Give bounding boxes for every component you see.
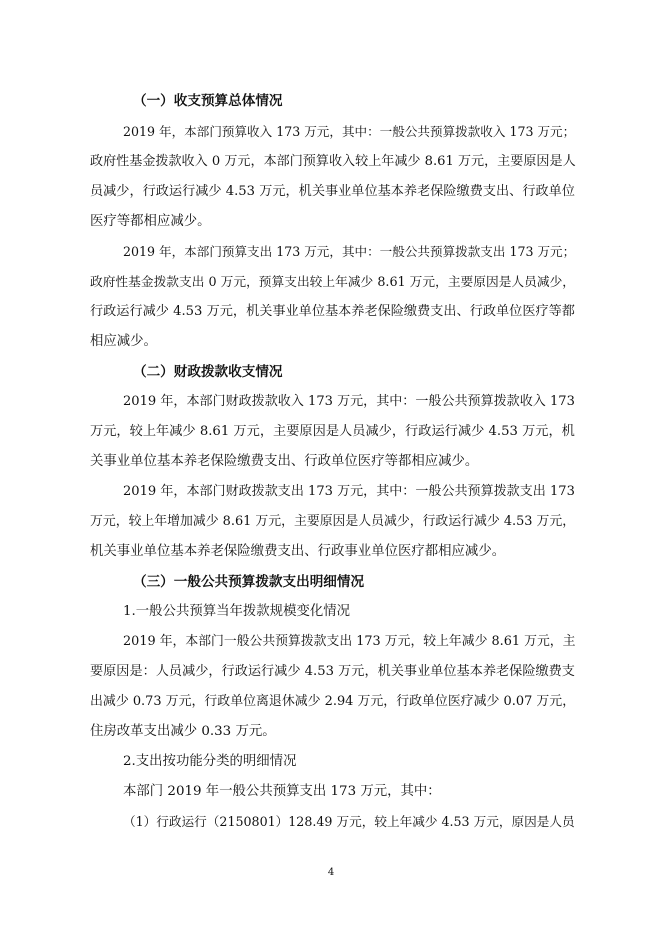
- paragraph-line: 2019 年，本部门预算支出 173 万元，其中：一般公共预算拨款支出 173 万元；: [123, 244, 576, 259]
- paragraph-line: 2019 年，本部门财政拨款收入 173 万元，其中：一般公共预算拨款收入 173: [123, 394, 575, 409]
- page-number: 4: [327, 867, 335, 878]
- paragraph-line: 2019 年，本部门财政拨款支出 173 万元，其中：一般公共预算拨款支出 173: [123, 484, 575, 499]
- paragraph-line: 出减少 0.73 万元，行政单位离退休减少 2.94 万元，行政单位医疗减少 0.07 万元，: [90, 694, 576, 709]
- paragraph-line: 关事业单位基本养老保险缴费支出、行政单位医疗等都相应减少。: [90, 454, 479, 469]
- paragraph-line: 万元，较上年减少 8.61 万元，主要原因是人员减少，行政运行减少 4.53 万元，机: [90, 424, 575, 439]
- paragraph-line: 政府性基金拨款收入 0 万元，本部门预算收入较上年减少 8.61 万元，主要原因是人: [90, 154, 576, 169]
- paragraph-line: 政府性基金拨款支出 0 万元，预算支出较上年减少 8.61 万元，主要原因是人员减少，: [90, 274, 576, 289]
- paragraph-line: 万元，较上年增加减少 8.61 万元，主要原因是人员减少，行政运行减少 4.53 万元，: [90, 514, 576, 529]
- paragraph-line: 2019 年，本部门预算收入 173 万元，其中：一般公共预算拨款收入 173 万元；: [123, 124, 576, 139]
- paragraph-line: 行政运行减少 4.53 万元，机关事业单位基本养老保险缴费支出、行政单位医疗等都: [90, 304, 575, 319]
- paragraph-line: 要原因是：人员减少，行政运行减少 4.53 万元，机关事业单位基本养老保险缴费支: [90, 664, 575, 679]
- paragraph-line: 医疗等都相应减少。: [90, 214, 211, 229]
- paragraph-line: 员减少，行政运行减少 4.53 万元，机关事业单位基本养老保险缴费支出、行政单位: [90, 184, 575, 199]
- subsection-heading: 2.支出按功能分类的明细情况: [123, 754, 297, 769]
- paragraph-line: 本部门 2019 年一般公共预算支出 173 万元，其中：: [123, 784, 441, 799]
- subsection-heading: 1.一般公共预算当年拨款规模变化情况: [123, 604, 351, 619]
- section-heading-3: （三）一般公共预算拨款支出明细情况: [133, 574, 365, 590]
- section-heading-2: （二）财政拨款收支情况: [133, 364, 283, 380]
- paragraph-line: 相应减少。: [90, 334, 157, 349]
- paragraph-line: 机关事业单位基本养老保险缴费支出、行政事业单位医疗都相应减少。: [90, 544, 506, 559]
- paragraph-line: 2019 年，本部门一般公共预算拨款支出 173 万元，较上年减少 8.61 万元，主: [123, 634, 576, 649]
- paragraph-line: 住房改革支出减少 0.33 万元。: [90, 724, 276, 739]
- section-heading-1: （一）收支预算总体情况: [133, 93, 283, 109]
- paragraph-line: （1）行政运行（2150801）128.49 万元，较上年减少 4.53 万元，原因是人员: [123, 814, 575, 829]
